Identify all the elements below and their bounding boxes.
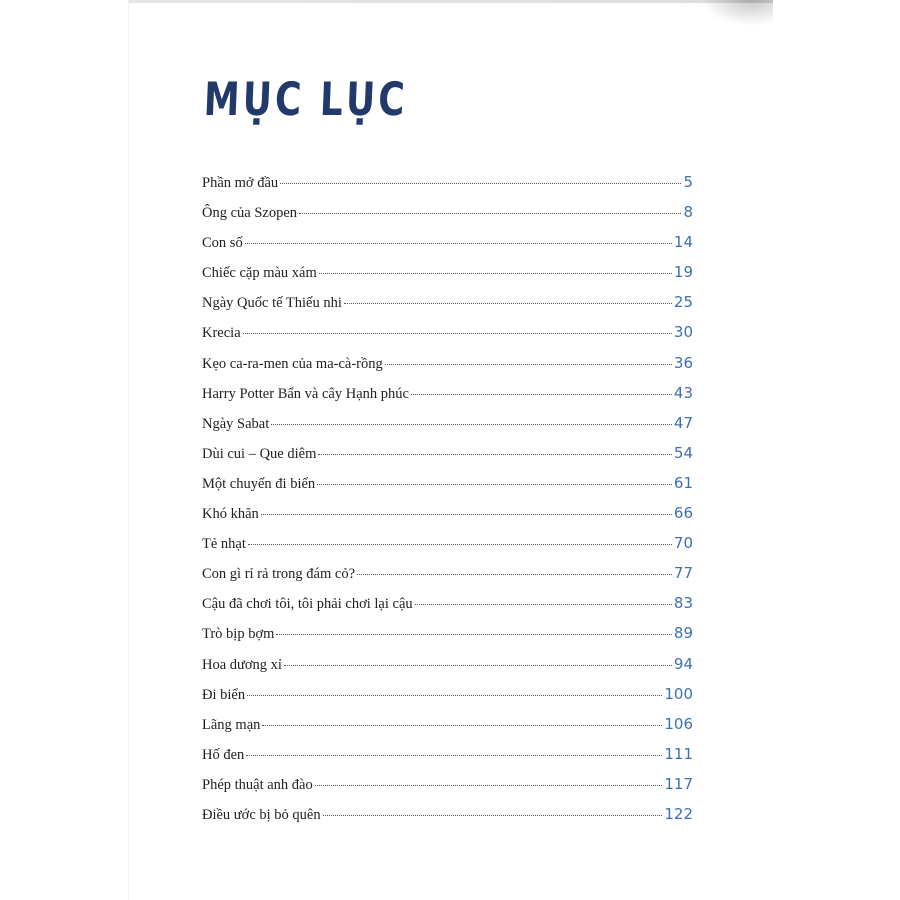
toc-entry [202, 655, 693, 685]
toc-page-number: 61 [673, 473, 693, 492]
toc-page-number: 117 [664, 774, 693, 793]
toc-page-number: 94 [673, 654, 693, 673]
toc-entry [202, 173, 693, 203]
toc-dot-leader [299, 213, 681, 214]
toc-entry [202, 263, 693, 293]
toc-dot-leader [248, 544, 672, 545]
toc-entry-title: Hố đen [202, 746, 245, 763]
toc-dot-leader [385, 364, 672, 365]
toc-entry [202, 564, 693, 594]
toc-entry-title: Chiếc cặp màu xám [202, 265, 317, 282]
toc-dot-leader [261, 514, 672, 515]
toc-entry-title: Ngày Sabat [202, 415, 270, 432]
toc-entry-title: Trò bịp bợm [202, 626, 275, 643]
toc-dot-leader [280, 183, 681, 184]
toc-entry [202, 745, 693, 775]
toc-dot-leader [246, 755, 662, 756]
toc-dot-leader [247, 695, 662, 696]
toc-dot-leader [317, 484, 672, 485]
toc-entry [202, 594, 693, 624]
toc-page-number: 14 [673, 233, 693, 252]
toc-entry [202, 534, 693, 564]
toc-entry [202, 504, 693, 534]
toc-dot-leader [411, 394, 672, 395]
toc-page-number: 36 [673, 353, 693, 372]
toc-entry [202, 414, 693, 444]
toc-page-number: 106 [664, 714, 693, 733]
toc-entry [202, 474, 693, 504]
toc-entry-title: Ông của Szopen [202, 205, 298, 222]
toc-entry [202, 323, 693, 353]
toc-page-number: 19 [673, 263, 693, 282]
toc-entry [202, 384, 693, 414]
toc-page-number: 54 [673, 443, 693, 462]
toc-entry-title: Dùi cui – Que diêm [202, 445, 317, 462]
toc-page-number: 5 [683, 173, 693, 191]
toc-dot-leader [344, 303, 672, 304]
toc-entry-title: Phần mở đầu [202, 175, 279, 191]
toc-page-number: 122 [664, 804, 693, 823]
toc-entry-title: Phép thuật anh đào [202, 776, 313, 793]
toc-entry-title: Đi biển [202, 686, 246, 703]
toc-page-number: 89 [673, 624, 693, 643]
toc-entry-title: Điều ước bị bỏ quên [202, 806, 321, 823]
toc-entry [202, 775, 693, 805]
toc-entry [202, 233, 693, 263]
toc-dot-leader [245, 243, 672, 244]
toc-dot-leader [319, 273, 672, 274]
toc-entry-title: Con số [202, 235, 243, 252]
toc-entry [202, 203, 693, 233]
toc-entry-title: Krecia [202, 325, 241, 342]
toc-page-number: 111 [664, 744, 693, 763]
toc-entry-title: Harry Potter Bẩn và cây Hạnh phúc [202, 385, 409, 402]
toc-page-number: 100 [664, 684, 693, 703]
toc-entry-title: Ngày Quốc tế Thiếu nhi [202, 295, 342, 312]
toc-dot-leader [276, 634, 672, 635]
toc-page-number: 47 [673, 413, 693, 432]
toc-entry-title: Kẹo ca-ra-men của ma-cà-rồng [202, 355, 383, 372]
toc-entry-title: Con gì rỉ rả trong đám cỏ? [202, 566, 356, 583]
toc-dot-leader [243, 333, 672, 334]
toc-entry [202, 354, 693, 384]
toc-entry [202, 805, 693, 835]
toc-page-number: 77 [673, 564, 693, 583]
toc-entry-title: Khó khăn [202, 506, 259, 523]
toc-page-number: 43 [673, 383, 693, 402]
toc-dot-leader [318, 454, 672, 455]
page-title: MỤC LỤC [202, 72, 409, 126]
toc-dot-leader [323, 815, 663, 816]
toc-entry [202, 444, 693, 474]
toc-entry [202, 293, 693, 323]
page-corner-shadow [701, 0, 773, 26]
toc-entry-title: Hoa dương xỉ [202, 656, 282, 673]
toc-dot-leader [271, 424, 672, 425]
toc-entry-title: Tẻ nhạt [202, 536, 246, 553]
toc-entry [202, 715, 693, 745]
table-of-contents [202, 173, 693, 835]
toc-page-number: 25 [673, 293, 693, 312]
toc-entry-title: Lãng mạn [202, 716, 261, 733]
toc-page-number: 83 [673, 594, 693, 613]
toc-dot-leader [315, 785, 663, 786]
page-top-edge [129, 0, 773, 3]
toc-dot-leader [262, 725, 662, 726]
toc-entry [202, 624, 693, 654]
book-page [128, 0, 773, 900]
toc-entry-title: Một chuyến đi biển [202, 475, 316, 492]
toc-page-number: 70 [673, 534, 693, 553]
toc-dot-leader [415, 604, 672, 605]
toc-entry-title: Cậu đã chơi tôi, tôi phải chơi lại cậu [202, 596, 413, 613]
toc-dot-leader [357, 574, 672, 575]
toc-entry [202, 685, 693, 715]
toc-page-number: 8 [683, 203, 693, 222]
toc-dot-leader [284, 665, 672, 666]
toc-page-number: 66 [673, 504, 693, 523]
toc-page-number: 30 [673, 323, 693, 342]
